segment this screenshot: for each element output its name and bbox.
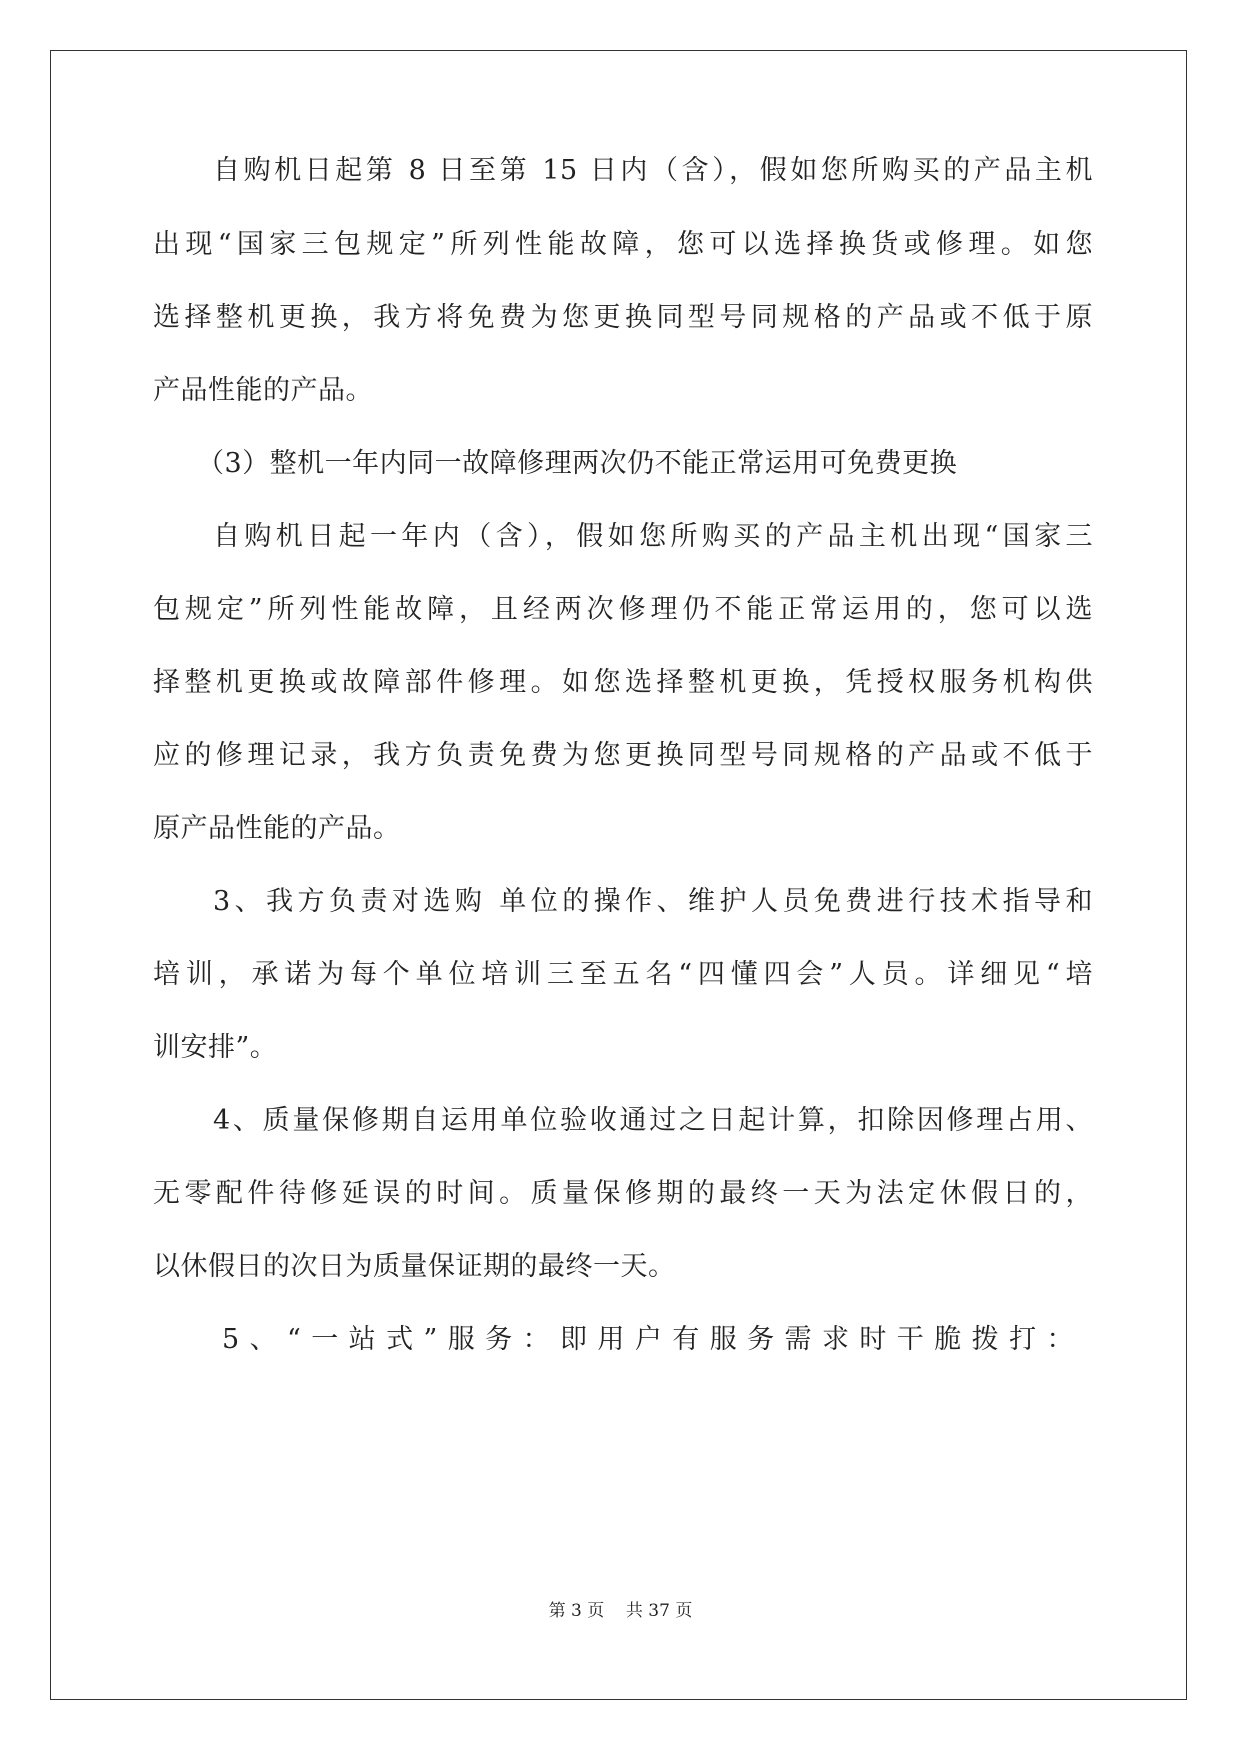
text-line-10: 原产品性能的产品。 [153, 813, 401, 844]
page-total: 共 37 页 [625, 1601, 693, 1621]
text-line-15: 无零配件待修延误的时间。质量保修期的最终一天为法定休假日的， [153, 1178, 1093, 1209]
text-line-6: 自购机日起一年内（含），假如您所购买的产品主机出现“国家三 [213, 521, 1093, 552]
text-line-17: 5、“一站式”服务：即用户有服务需求时干脆拨打： [222, 1324, 1074, 1355]
text-line-12: 培训，承诺为每个单位培训三至五名“四懂四会”人员。详细见“培 [153, 959, 1093, 990]
text-line-8: 择整机更换或故障部件修理。如您选择整机更换，凭授权服务机构供 [153, 667, 1093, 698]
text-line-13: 训安排”。 [153, 1032, 278, 1063]
text-line-3: 选择整机更换，我方将免费为您更换同型号同规格的产品或不低于原 [153, 302, 1093, 333]
text-line-7: 包规定”所列性能故障，且经两次修理仍不能正常运用的，您可以选 [153, 594, 1093, 625]
text-line-14: 4、质量保修期自运用单位验收通过之日起计算，扣除因修理占用、 [213, 1105, 1093, 1136]
text-line-11: 3、我方负责对选购 单位的操作、维护人员免费进行技术指导和 [213, 886, 1093, 917]
text-line-1: 自购机日起第 8 日至第 15 日内（含），假如您所购买的产品主机 [213, 155, 1093, 186]
page-footer [0, 1599, 1241, 1623]
text-line-4: 产品性能的产品。 [153, 375, 373, 406]
section-heading-3: （3）整机一年内同一故障修理两次仍不能正常运用可免费更换 [197, 448, 958, 479]
text-line-16: 以休假日的次日为质量保证期的最终一天。 [153, 1251, 676, 1282]
text-line-2: 出现“国家三包规定”所列性能故障，您可以选择换货或修理。如您 [153, 229, 1093, 260]
text-line-9: 应的修理记录，我方负责免费为您更换同型号同规格的产品或不低于 [153, 740, 1093, 771]
page-number: 第 3 页 [548, 1601, 605, 1621]
